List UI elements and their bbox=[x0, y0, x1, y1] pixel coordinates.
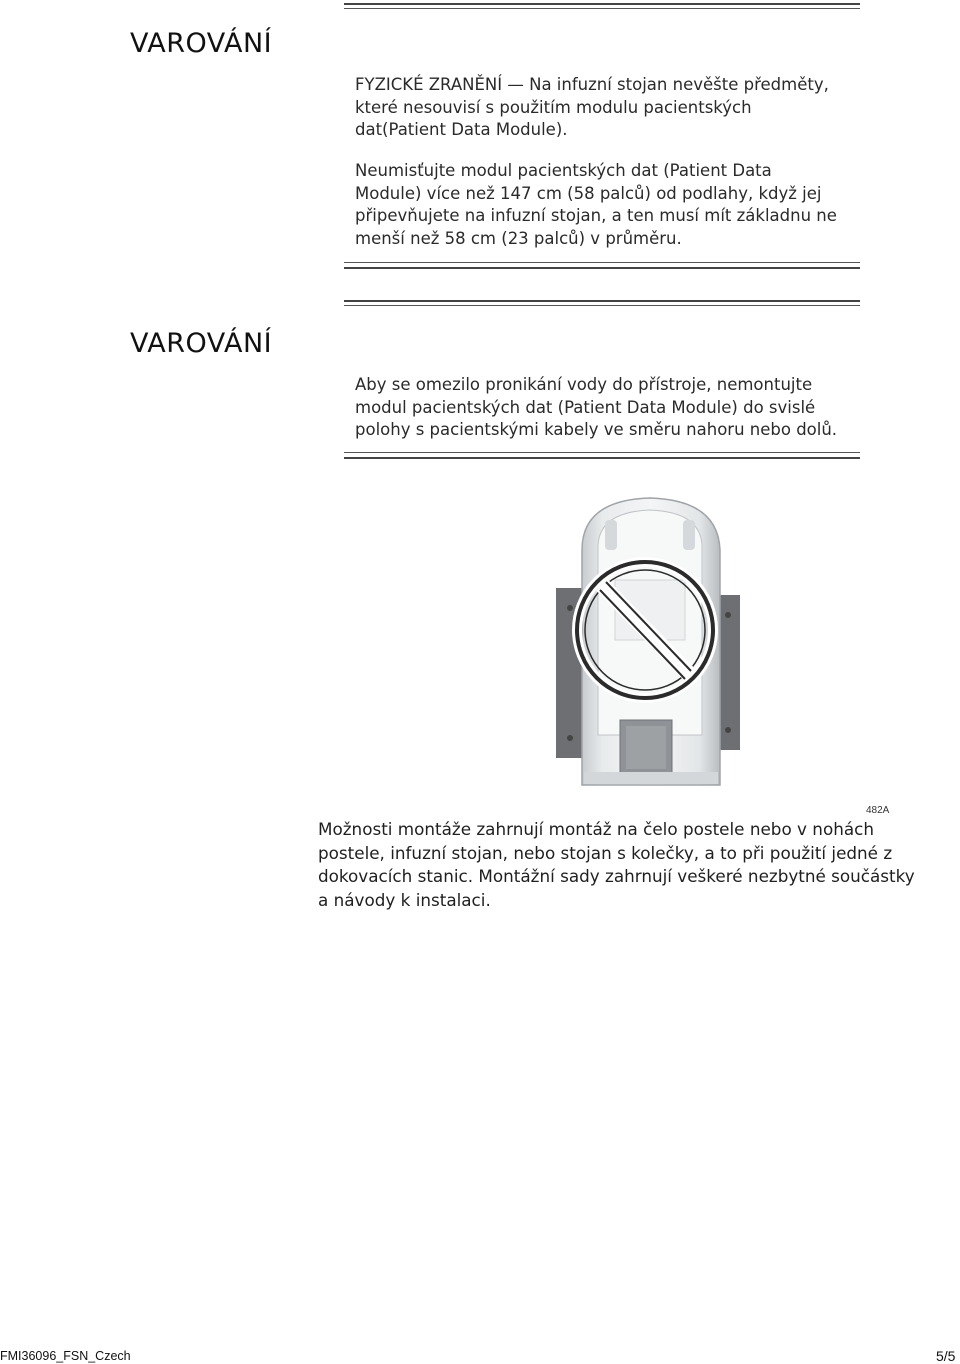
mounting-description bbox=[318, 818, 918, 912]
warning-paragraph bbox=[355, 374, 875, 442]
text-line: modul pacientských dat (Patient Data Module) do svislé bbox=[355, 397, 816, 417]
top-rule-thin bbox=[344, 8, 860, 9]
section-rule bbox=[344, 267, 860, 269]
text-line: Aby se omezilo pronikání vody do přístroje, nemontujte bbox=[355, 375, 813, 394]
text-line: Module) více než 147 cm (58 palců) od podlahy, když jej bbox=[355, 183, 822, 203]
warning-paragraph bbox=[355, 160, 875, 250]
section-rule bbox=[344, 262, 860, 263]
text-line: Neumisťujte modul pacientských dat (Patient Data bbox=[355, 161, 772, 180]
warning-paragraph bbox=[355, 74, 875, 142]
warning-heading: VAROVÁNÍ bbox=[130, 28, 273, 59]
document-id: FMI36096_FSN_Czech bbox=[0, 1349, 131, 1363]
text-line: FYZICKÉ ZRANĚNÍ — Na infuzní stojan nevěšte předměty, bbox=[355, 75, 829, 94]
page-number: 5/5 bbox=[936, 1348, 956, 1364]
prohibited-mounting-figure bbox=[540, 490, 760, 800]
warning-heading: VAROVÁNÍ bbox=[130, 328, 273, 359]
text-line: a návody k instalaci. bbox=[318, 889, 491, 910]
text-line: připevňujete na infuzní stojan, a ten musí mít základnu ne bbox=[355, 206, 837, 225]
section-rule bbox=[344, 452, 860, 453]
text-line: dat(Patient Data Module). bbox=[355, 120, 568, 139]
text-line: které nesouvisí s použitím modulu pacientských bbox=[355, 97, 752, 117]
section-rule bbox=[344, 457, 860, 459]
text-line: polohy s pacientskými kabely ve směru nahoru nebo dolů. bbox=[355, 420, 838, 439]
text-line: menší než 58 cm (23 palců) v průměru. bbox=[355, 228, 682, 248]
section-rule bbox=[344, 305, 860, 306]
section-rule bbox=[344, 300, 860, 302]
figure-label: 482A bbox=[866, 805, 890, 816]
text-line: dokovacích stanic. Montážní sady zahrnují veškeré nezbytné součástky bbox=[318, 866, 915, 886]
top-rule bbox=[344, 3, 860, 5]
text-line: postele, infuzní stojan, nebo stojan s kolečky, a to při použití jedné z bbox=[318, 842, 893, 863]
text-line: Možnosti montáže zahrnují montáž na čelo postele nebo v nohách bbox=[318, 819, 874, 839]
